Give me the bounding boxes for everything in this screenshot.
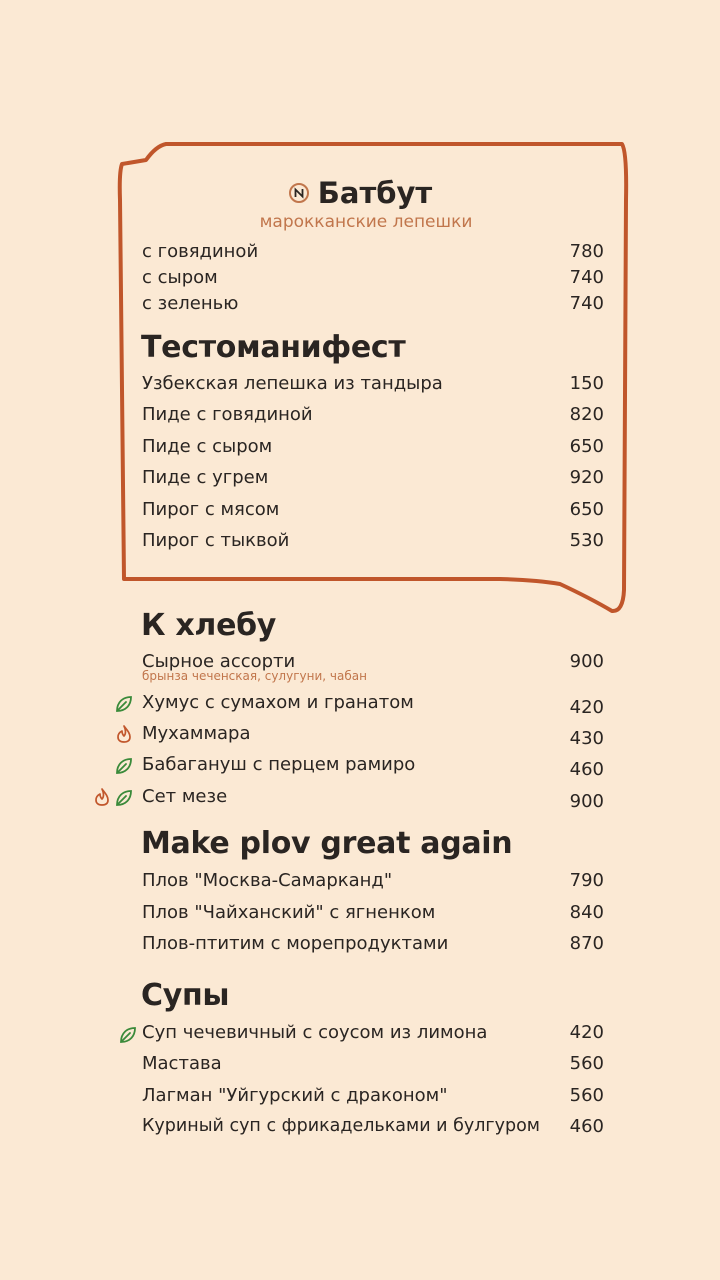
menu-item (142, 373, 604, 401)
menu-item (142, 692, 604, 720)
item-price: 820 (569, 404, 604, 425)
item-price: 420 (569, 1022, 604, 1043)
item-price: 430 (569, 728, 604, 749)
item-name: с сыром (142, 267, 218, 288)
item-name: Плов "Чайханский" с ягненком (142, 902, 436, 923)
leaf-icon (114, 788, 134, 808)
leaf-icon (114, 756, 134, 776)
item-price: 840 (569, 902, 604, 923)
section-title-plov: Make plov great again (141, 826, 513, 861)
item-price: 920 (569, 467, 604, 488)
item-price: 740 (569, 267, 604, 288)
item-note: брынза чеченская, сулугуни, чабан (142, 669, 367, 683)
menu-item (142, 786, 604, 814)
menu-item (142, 754, 604, 782)
item-price: 150 (569, 373, 604, 394)
item-name: Суп чечевичный с соусом из лимона (142, 1022, 488, 1043)
item-name: Куриный суп с фрикадельками и булгуром (142, 1116, 540, 1136)
section-title-soups: Супы (141, 978, 230, 1013)
menu-item (142, 404, 604, 432)
chili-icon (92, 787, 112, 807)
batbut-subtitle: марокканские лепешки (259, 212, 473, 232)
item-price: 790 (569, 870, 604, 891)
section-title-bread: К хлебу (141, 608, 277, 643)
item-name: Лагман "Уйгурский с драконом" (142, 1085, 448, 1106)
item-name: Пиде с угрем (142, 467, 269, 488)
menu-item (142, 1116, 604, 1144)
item-price: 650 (569, 436, 604, 457)
menu-item (142, 1085, 604, 1113)
item-name: Пирог с тыквой (142, 530, 290, 551)
menu-item (142, 870, 604, 898)
menu-item (142, 241, 604, 269)
item-name: Плов-птитим с морепродуктами (142, 933, 449, 954)
menu-item (142, 267, 604, 295)
item-name: Пиде с говядиной (142, 404, 313, 425)
menu-item (142, 933, 604, 961)
item-name: Мухаммара (142, 723, 251, 744)
menu-item (142, 293, 604, 321)
item-price: 560 (569, 1085, 604, 1106)
menu-item (142, 1053, 604, 1081)
item-price: 420 (569, 697, 604, 718)
batbut-title: Батбут (317, 176, 433, 210)
batbut-header (0, 176, 720, 210)
item-name: Сет мезе (142, 786, 228, 807)
menu-item (142, 467, 604, 495)
menu-item (142, 1022, 604, 1050)
leaf-icon (114, 694, 134, 714)
item-name: с зеленью (142, 293, 239, 314)
item-price: 560 (569, 1053, 604, 1074)
n-circle-logo-icon (288, 182, 310, 204)
item-price: 900 (569, 791, 604, 812)
item-price: 740 (569, 293, 604, 314)
section-title-testo: Тестоманифест (141, 330, 406, 365)
item-name: Хумус с сумахом и гранатом (142, 692, 414, 713)
item-name: Плов "Москва-Самарканд" (142, 870, 393, 891)
item-price: 780 (569, 241, 604, 262)
item-name: с говядиной (142, 241, 259, 262)
menu-item (142, 499, 604, 527)
item-name: Сырное ассорти (142, 651, 296, 672)
menu-item (142, 723, 604, 751)
item-name: Бабагануш с перцем рамиро (142, 754, 416, 775)
item-name: Мастава (142, 1053, 222, 1074)
menu-item (142, 902, 604, 930)
leaf-icon (118, 1025, 138, 1045)
item-name: Узбекская лепешка из тандыра (142, 373, 443, 394)
item-price: 650 (569, 499, 604, 520)
item-name: Пиде с сыром (142, 436, 273, 457)
menu-item (142, 436, 604, 464)
item-name: Пирог с мясом (142, 499, 280, 520)
item-price: 870 (569, 933, 604, 954)
chili-icon (114, 724, 134, 744)
item-price: 460 (569, 759, 604, 780)
item-price: 900 (569, 651, 604, 672)
item-price: 530 (569, 530, 604, 551)
menu-item (142, 530, 604, 558)
item-price: 460 (569, 1116, 604, 1137)
